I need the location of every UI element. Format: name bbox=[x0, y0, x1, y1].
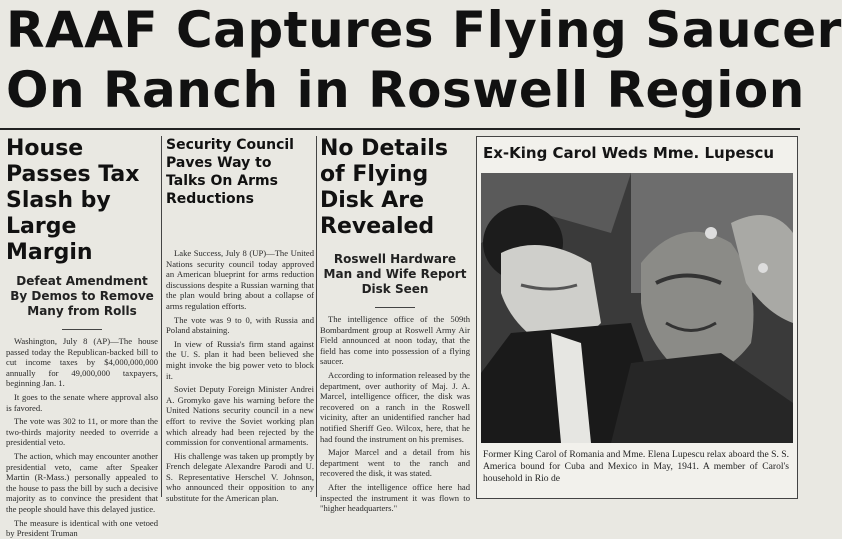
flying-disk-deck: Roswell Hardware Man and Wife Report Disk Seen bbox=[323, 252, 467, 296]
flying-disk-divider bbox=[375, 307, 415, 308]
tax-story-deck: Defeat Amendment By Demos to Remove Many from Rolls bbox=[10, 274, 154, 318]
tax-story-paragraph: The action, which may encounter another presidential veto, came after Speaker Martin (R-Mass.) personally appealed to the house to pass the bill by such a decisive majority as to convince the president that the people should have this delayed justice. bbox=[6, 450, 158, 514]
tax-story-paragraph: It goes to the senate where approval also is favored. bbox=[6, 391, 158, 413]
tax-story-paragraph: Washington, July 8 (AP)—The house passed today the Republican-backed bill to cut income taxes by $4,000,000,000 annually for 49,000,000 taxpayers, beginning Jan. 1. bbox=[6, 336, 158, 389]
security-council-headline: Security Council Paves Way to Talks On Arms Reductions bbox=[166, 137, 294, 207]
column-rule bbox=[161, 136, 162, 497]
tax-story bbox=[6, 136, 158, 539]
flying-disk-paragraph: After the intelligence office here had inspected the instrument it was flown to "higher headquarters." bbox=[320, 481, 470, 514]
security-council-paragraph: His challenge was taken up promptly by French delegate Alexandre Parodi and U. S. Representative Herschel V. Johnson, who announced their opposition to any substitute for the American plan. bbox=[166, 450, 314, 504]
flying-disk-paragraph: Major Marcel and a detail from his department went to the ranch and recovered the disk, it was stated. bbox=[320, 447, 470, 479]
column-rule bbox=[316, 136, 317, 497]
security-council-paragraph: Soviet Deputy Foreign Minister Andrei A. Gromyko gave his warning before the United Nations security council in a new effort to revive the Soviet working plan which already had been rejected by the commission for conventional armaments. bbox=[166, 384, 314, 448]
flying-disk-story bbox=[320, 136, 470, 514]
tax-story-divider bbox=[62, 329, 102, 330]
security-council-story bbox=[166, 136, 314, 504]
news-photo-illustration bbox=[481, 173, 793, 443]
news-photo bbox=[481, 173, 793, 443]
security-council-paragraph: In view of Russia's firm stand against the U. S. plan it had been believed she might invoke the big power veto to block it. bbox=[166, 338, 314, 381]
flying-disk-body bbox=[320, 314, 470, 514]
security-council-paragraph: The vote was 9 to 0, with Russia and Poland abstaining. bbox=[166, 314, 314, 336]
main-headline bbox=[6, 0, 842, 120]
tax-story-paragraph: The measure is identical with one vetoed by President Truman bbox=[6, 517, 158, 539]
tax-story-body bbox=[6, 336, 158, 539]
security-council-body bbox=[166, 248, 314, 504]
headline-rule bbox=[0, 128, 800, 130]
tax-story-paragraph: The vote was 302 to 11, or more than the two-thirds majority needed to override a presidential veto. bbox=[6, 416, 158, 448]
security-council-paragraph: Lake Success, July 8 (UP)—The United Nations security council today approved an American blueprint for arms reduction discussions despite a Russian warning that the plan would bring about a collapse of arms regulation efforts. bbox=[166, 248, 314, 311]
photo-caption: Former King Carol of Romania and Mme. Elena Lupescu relax aboard the S. S. America bound for Cuba and Mexico in May, 1941. A member of Carol's household in Rio de bbox=[483, 449, 789, 484]
main-headline-line-1: RAAF Captures Flying Saucer bbox=[6, 1, 842, 59]
photo-feature bbox=[476, 136, 798, 499]
flying-disk-paragraph: According to information released by the department, over authority of Maj. J. A. Marcel, intelligence officer, the disk was recovered on a ranch in the Roswell vicinity, after an unidentified rancher had notified Sheriff Geo. Wilcox, here, that he had found the instrument on his premises. bbox=[320, 369, 470, 444]
photo-feature-title: Ex-King Carol Weds Mme. Lupescu bbox=[483, 144, 775, 162]
flying-disk-paragraph: The intelligence office of the 509th Bombardment group at Roswell Army Air Field announced at noon today, that the field has come into possession of a flying saucer. bbox=[320, 314, 470, 367]
main-headline-line-2: On Ranch in Roswell Region bbox=[6, 61, 805, 119]
tax-story-headline: House Passes Tax Slash by Large Margin bbox=[6, 136, 140, 265]
flying-disk-headline: No Details of Flying Disk Are Revealed bbox=[320, 136, 448, 239]
